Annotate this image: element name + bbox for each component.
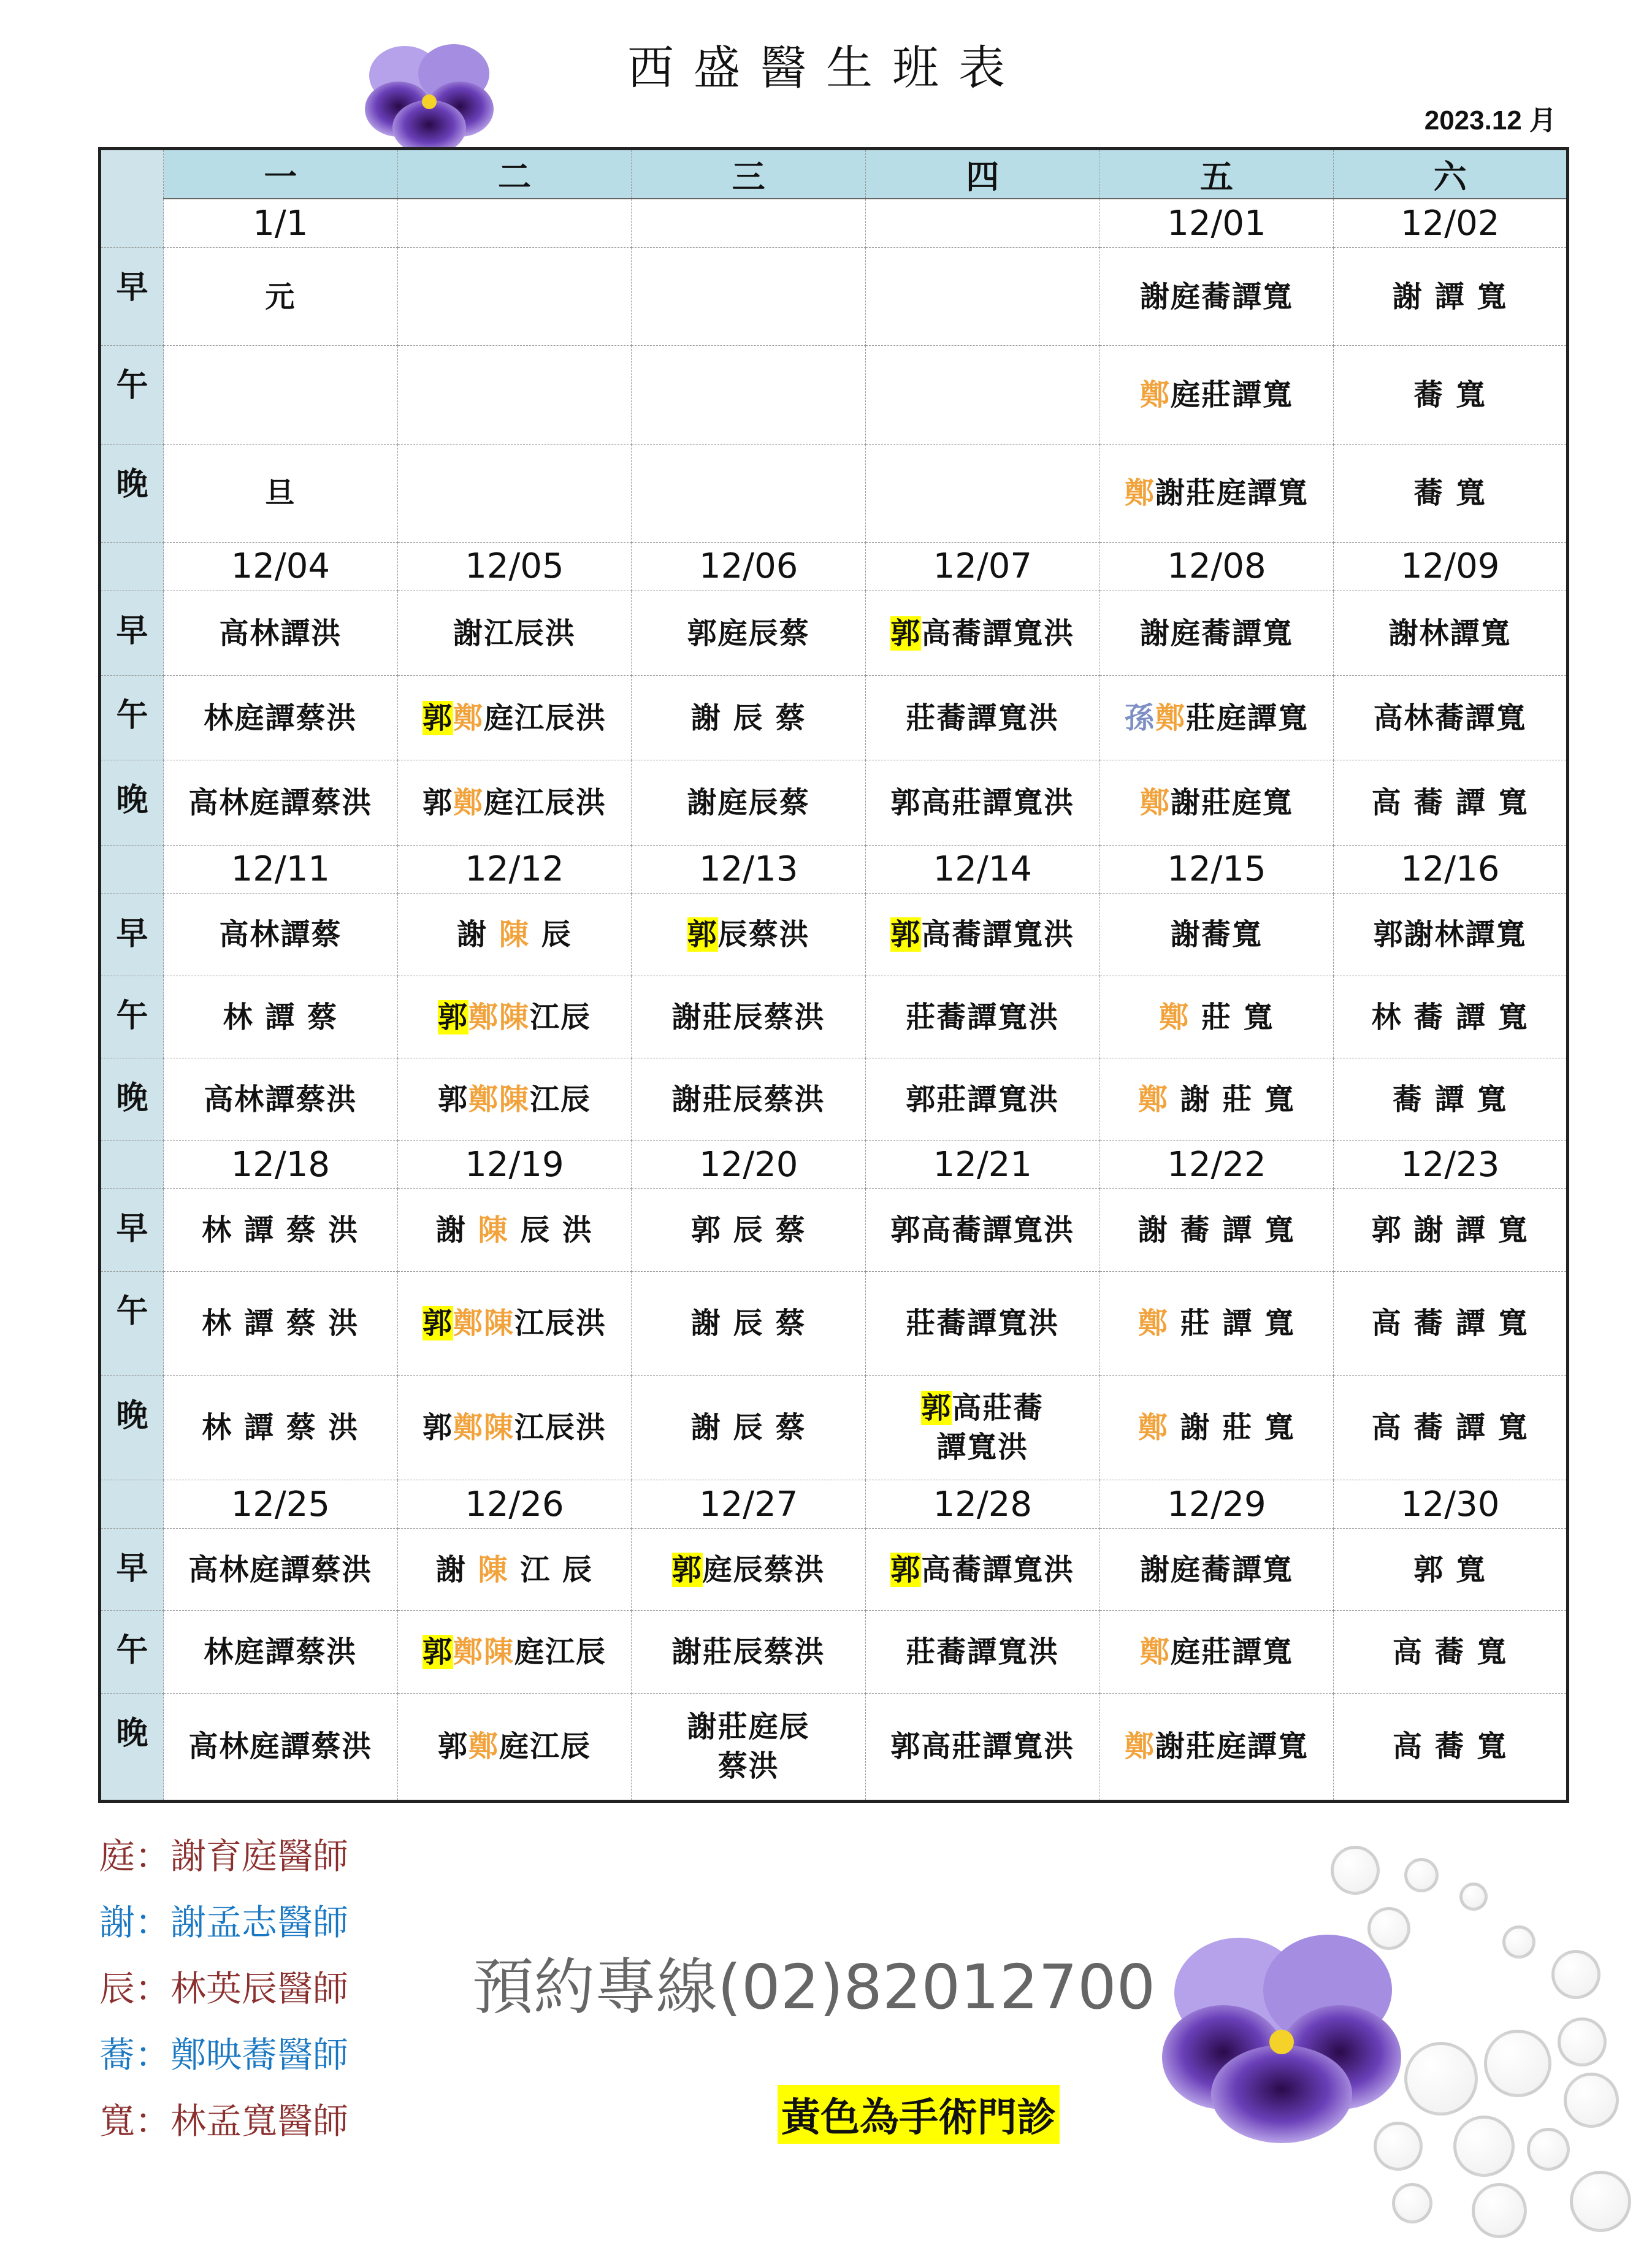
appointment-phone: 預約專線(02)82012700: [472, 1951, 1156, 2023]
doctor-code: 莊蕎譚寬洪: [906, 1306, 1060, 1341]
schedule-table: [98, 147, 1569, 1803]
legend-item: 謝：謝孟志醫師: [99, 1902, 349, 1943]
schedule-cell: [1334, 1693, 1568, 1801]
doctor-code: 郭: [437, 1000, 468, 1034]
schedule-cell: [632, 1693, 866, 1801]
doctor-code: 庭辰蔡洪: [702, 1552, 825, 1587]
date-cell: 12/05: [397, 542, 632, 591]
schedule-cell: [632, 1529, 866, 1611]
schedule-cell: [397, 893, 632, 976]
schedule-cell: [397, 1693, 632, 1801]
schedule-cell: [865, 1058, 1099, 1141]
schedule-cell: [632, 676, 866, 760]
doctor-code: 孫: [1124, 700, 1155, 735]
doctor-code: 郭高蕎譚寬洪: [890, 1213, 1075, 1248]
schedule-cell: [397, 760, 632, 845]
doctor-code: 鄭: [1138, 1410, 1169, 1445]
period-row: [100, 444, 1568, 542]
schedule-cell: [164, 444, 398, 542]
schedule-cell: [632, 760, 866, 845]
doctor-code: 謝庭蕎譚寬: [1139, 616, 1293, 651]
doctor-code: 林庭譚蔡洪: [204, 1635, 358, 1669]
doctor-code: 謝江辰洪: [453, 616, 576, 651]
doctor-code: 謝 譚 寬: [1392, 279, 1508, 314]
schedule-cell: [1099, 1189, 1334, 1271]
schedule-cell: [1334, 1529, 1568, 1611]
doctor-code: 江辰洪: [514, 1410, 606, 1445]
schedule-cell: [632, 1375, 866, 1480]
date-row: [100, 845, 1568, 893]
schedule-cell: [1334, 893, 1568, 976]
period-row: [100, 1058, 1568, 1141]
doctor-code: 旦: [265, 476, 296, 511]
doctor-code: 郭: [921, 1391, 952, 1426]
doctor-code: 郭: [890, 1552, 922, 1587]
day-header-row: [100, 149, 1568, 199]
date-cell: 12/23: [1334, 1141, 1568, 1189]
doctor-code: 譚寬洪: [936, 1430, 1029, 1465]
doctor-code: 郭庭辰蔡: [687, 616, 810, 651]
period-label: 晚: [100, 1693, 164, 1801]
period-label: 午: [100, 1271, 164, 1375]
doctor-code: 莊蕎譚寬洪: [906, 1635, 1060, 1669]
doctor-code: 高林庭譚蔡洪: [188, 1729, 373, 1764]
schedule-cell: [1334, 1271, 1568, 1375]
date-cell: 12/11: [164, 845, 398, 893]
date-cell: 12/13: [632, 845, 866, 893]
doctor-code: 鄭陳: [468, 1000, 530, 1034]
doctor-code: 鄭陳: [453, 1635, 514, 1669]
schedule-cell: [632, 346, 866, 444]
doctor-code: 辰: [529, 917, 572, 952]
doctor-code: 高林蕎譚寬: [1373, 700, 1527, 735]
doctor-code: 謝莊辰蔡洪: [671, 1082, 825, 1117]
doctor-code: 高 蕎 譚 寬: [1371, 1306, 1529, 1341]
period-row: [100, 676, 1568, 760]
doctor-code: 謝 莊 寬: [1168, 1082, 1296, 1117]
doctor-code: 謝莊辰蔡洪: [671, 1000, 825, 1034]
schedule-cell: [865, 1375, 1099, 1480]
date-cell: 12/25: [164, 1480, 398, 1529]
doctor-code: 郭: [437, 1082, 468, 1117]
period-label: 早: [100, 248, 164, 346]
period-label: 早: [100, 1529, 164, 1611]
doctor-code: 辰 洪: [508, 1213, 594, 1248]
schedule-cell: [1099, 1058, 1334, 1141]
schedule-cell: [632, 976, 866, 1058]
side-blank-cell: [100, 1141, 164, 1189]
doctor-code: 鄭: [1159, 1000, 1190, 1034]
doctor-code: 林庭譚蔡洪: [204, 700, 358, 735]
doctor-code: 林 譚 蔡 洪: [202, 1306, 359, 1341]
schedule-cell: [865, 1611, 1099, 1693]
doctor-code: 郭 謝 譚 寬: [1371, 1213, 1529, 1248]
doctor-code: 莊 寬: [1190, 1000, 1274, 1034]
schedule-cell: [1334, 248, 1568, 346]
period-row: [100, 1529, 1568, 1611]
doctor-code: 高林譚蔡洪: [204, 1082, 358, 1117]
schedule-cell: [397, 248, 632, 346]
period-row: [100, 760, 1568, 845]
side-blank-cell: [100, 1480, 164, 1529]
schedule-cell: [865, 1271, 1099, 1375]
schedule-cell: [397, 591, 632, 676]
legend-item: 蕎：鄭映蕎醫師: [99, 2034, 349, 2076]
doctor-code: 郭高莊譚寬洪: [890, 786, 1075, 820]
doctor-code: 高 蕎 譚 寬: [1371, 1410, 1529, 1445]
schedule-cell: [1099, 591, 1334, 676]
schedule-cell: [865, 591, 1099, 676]
schedule-cell: [164, 248, 398, 346]
date-row: [100, 542, 1568, 591]
doctor-code: 郭 辰 蔡: [690, 1213, 806, 1248]
schedule-cell: [397, 1529, 632, 1611]
schedule-cell: [865, 676, 1099, 760]
doctor-code: 謝莊庭譚寬: [1155, 476, 1309, 511]
period-label: 晚: [100, 1375, 164, 1480]
doctor-code: 郭: [422, 1635, 453, 1669]
legend-item: 辰：林英辰醫師: [99, 1968, 349, 2009]
side-blank-cell: [100, 542, 164, 591]
period-label: 早: [100, 591, 164, 676]
doctor-code: 鄭陳: [453, 1306, 514, 1341]
doctor-code: 陳: [478, 1552, 509, 1587]
pansy-flower-bottom-image: [1153, 1919, 1410, 2152]
date-cell: 12/01: [1099, 199, 1334, 248]
doctor-code: 庭江辰: [514, 1635, 606, 1669]
schedule-cell: [632, 248, 866, 346]
doctor-code: 郭莊譚寬洪: [906, 1082, 1060, 1117]
date-cell: 12/28: [865, 1480, 1099, 1529]
page-title: 西盛醫生班表: [627, 40, 1025, 95]
corner-cell: [100, 149, 164, 248]
doctor-code: 鄭陳: [468, 1082, 530, 1117]
schedule-cell: [397, 1271, 632, 1375]
schedule-cell: [1334, 591, 1568, 676]
doctor-code: 蕎 譚 寬: [1392, 1082, 1508, 1117]
doctor-code: 鄭: [453, 786, 484, 820]
day-header: 二: [397, 149, 632, 199]
doctor-code: 庭江辰: [499, 1729, 591, 1764]
schedule-cell: [1099, 1375, 1334, 1480]
doctor-code: 鄭: [1139, 1635, 1171, 1669]
date-cell: 12/30: [1334, 1480, 1568, 1529]
period-row: [100, 1611, 1568, 1693]
doctor-code: 林 譚 蔡 洪: [202, 1213, 359, 1248]
period-label: 晚: [100, 444, 164, 542]
doctor-code: 鄭: [1155, 700, 1186, 735]
date-cell: 12/04: [164, 542, 398, 591]
doctor-code: 莊 譚 寬: [1168, 1306, 1296, 1341]
legend-item: 寬：林孟寬醫師: [99, 2100, 349, 2142]
schedule-cell: [865, 346, 1099, 444]
schedule-cell: [865, 1693, 1099, 1801]
schedule-cell: [1099, 346, 1334, 444]
doctor-code: 郭: [422, 1410, 453, 1445]
doctor-code: 郭: [687, 917, 718, 952]
doctor-code: 謝 莊 寬: [1168, 1410, 1296, 1445]
doctor-code: 元: [265, 279, 296, 314]
schedule-cell: [397, 1189, 632, 1271]
period-row: [100, 976, 1568, 1058]
schedule-cell: [1099, 1529, 1334, 1611]
doctor-code: 鄭: [1139, 786, 1171, 820]
day-header: 三: [632, 149, 866, 199]
period-row: [100, 1271, 1568, 1375]
doctor-code: 謝: [435, 1552, 478, 1587]
schedule-cell: [164, 591, 398, 676]
date-cell: 12/08: [1099, 542, 1334, 591]
period-row: [100, 1189, 1568, 1271]
date-cell: 12/19: [397, 1141, 632, 1189]
schedule-cell: [865, 248, 1099, 346]
doctor-code: 高蕎譚寬洪: [921, 1552, 1075, 1587]
doctor-code: 高林庭譚蔡洪: [188, 1552, 373, 1587]
schedule-cell: [1099, 976, 1334, 1058]
schedule-cell: [164, 1693, 398, 1801]
doctor-code: 江辰: [529, 1000, 591, 1034]
doctor-code: 高林譚蔡: [219, 917, 342, 952]
doctor-code: 高林庭譚蔡洪: [188, 786, 373, 820]
doctor-code: 鄭: [1124, 476, 1155, 511]
period-label: 午: [100, 1611, 164, 1693]
doctor-code: 蕎 寬: [1413, 476, 1486, 511]
doctor-code: 謝 蕎 譚 寬: [1138, 1213, 1296, 1248]
doctor-code: 郭謝林譚寬: [1373, 917, 1527, 952]
date-row: [100, 1480, 1568, 1529]
schedule-cell: [1334, 1058, 1568, 1141]
doctor-code: 謝林譚寬: [1388, 616, 1512, 651]
doctor-code: 高 蕎 寬: [1392, 1729, 1508, 1764]
date-cell: 12/18: [164, 1141, 398, 1189]
period-row: [100, 591, 1568, 676]
schedule-cell: [397, 676, 632, 760]
period-label: 晚: [100, 760, 164, 845]
schedule-cell: [865, 1189, 1099, 1271]
doctor-code: 江辰: [529, 1082, 591, 1117]
doctor-code: 高林譚洪: [219, 616, 342, 651]
doctor-code: 林 蕎 譚 寬: [1371, 1000, 1529, 1034]
schedule-cell: [1099, 1611, 1334, 1693]
doctor-code: 鄭: [1124, 1729, 1155, 1764]
schedule-cell: [164, 976, 398, 1058]
schedule-cell: [632, 893, 866, 976]
period-row: [100, 1693, 1568, 1801]
period-label: 午: [100, 346, 164, 444]
schedule-cell: [865, 760, 1099, 845]
period-label: 午: [100, 676, 164, 760]
schedule-cell: [632, 1189, 866, 1271]
schedule-cell: [397, 976, 632, 1058]
schedule-cell: [1334, 976, 1568, 1058]
doctor-code: 庭莊譚寬: [1170, 1635, 1293, 1669]
schedule-cell: [632, 1271, 866, 1375]
schedule-cell: [164, 1529, 398, 1611]
doctor-code: 郭: [422, 1306, 453, 1341]
period-row: [100, 346, 1568, 444]
schedule-cell: [397, 1375, 632, 1480]
date-cell: [397, 199, 632, 248]
schedule-cell: [164, 1375, 398, 1480]
doctor-code: 蔡洪: [717, 1749, 779, 1784]
doctor-code: 鄭: [1139, 378, 1171, 413]
doctor-code: 郭: [890, 917, 922, 952]
doctor-code: 莊庭譚寬: [1185, 700, 1309, 735]
doctor-code: 高蕎譚寬洪: [921, 616, 1075, 651]
day-header: 一: [164, 149, 398, 199]
doctor-code: 林 譚 蔡 洪: [202, 1410, 359, 1445]
doctor-code: 莊蕎譚寬洪: [906, 1000, 1060, 1034]
schedule-cell: [865, 1529, 1099, 1611]
date-cell: 12/09: [1334, 542, 1568, 591]
period-row: [100, 1375, 1568, 1480]
date-cell: 12/21: [865, 1141, 1099, 1189]
doctor-code: 莊蕎譚寬洪: [906, 700, 1060, 735]
date-cell: 12/22: [1099, 1141, 1334, 1189]
date-cell: 1/1: [164, 199, 398, 248]
day-header: 五: [1099, 149, 1334, 199]
doctor-code: 謝 辰 蔡: [690, 1410, 806, 1445]
schedule-cell: [865, 976, 1099, 1058]
schedule-cell: [632, 591, 866, 676]
doctor-code: 高 蕎 寬: [1392, 1635, 1508, 1669]
schedule-cell: [164, 893, 398, 976]
date-cell: 12/07: [865, 542, 1099, 591]
date-row: [100, 1141, 1568, 1189]
doctor-code: 謝庭辰蔡: [687, 786, 810, 820]
doctor-code: 郭高莊譚寬洪: [890, 1729, 1075, 1764]
doctor-code: 蕎 寬: [1413, 378, 1486, 413]
doctor-code: 高莊蕎: [952, 1391, 1044, 1426]
date-cell: 12/20: [632, 1141, 866, 1189]
schedule-cell: [1099, 444, 1334, 542]
schedule-cell: [1334, 1611, 1568, 1693]
doctor-code: 謝 辰 蔡: [690, 700, 806, 735]
doctor-code: 鄭: [468, 1729, 499, 1764]
doctor-code: 謝莊庭譚寬: [1155, 1729, 1309, 1764]
surgery-note: 黃色為手術門診: [778, 2085, 1060, 2144]
doctor-code: 謝庭蕎譚寬: [1139, 279, 1293, 314]
doctor-code: 高蕎譚寬洪: [921, 917, 1075, 952]
doctor-code: 謝庭蕎譚寬: [1139, 1552, 1293, 1587]
schedule-cell: [397, 1058, 632, 1141]
day-header: 四: [865, 149, 1099, 199]
schedule-cell: [1334, 444, 1568, 542]
period-row: [100, 248, 1568, 346]
doctor-code: 謝莊庭寬: [1170, 786, 1293, 820]
schedule-cell: [1099, 1271, 1334, 1375]
doctor-code: 謝莊辰蔡洪: [671, 1635, 825, 1669]
doctor-code: 高 蕎 譚 寬: [1371, 786, 1529, 820]
doctor-code: 庭莊譚寬: [1170, 378, 1293, 413]
schedule-cell: [1099, 1693, 1334, 1801]
side-blank-cell: [100, 845, 164, 893]
doctor-code: 郭: [437, 1729, 468, 1764]
date-cell: 12/12: [397, 845, 632, 893]
schedule-cell: [164, 1058, 398, 1141]
doctor-code: 謝蕎寬: [1170, 917, 1263, 952]
doctor-code: 謝: [457, 917, 499, 952]
doctor-code: 鄭: [1138, 1306, 1169, 1341]
schedule-cell: [632, 1611, 866, 1693]
schedule-cell: [1334, 676, 1568, 760]
doctor-code: 郭: [422, 700, 453, 735]
legend-item: 庭：謝育庭醫師: [99, 1835, 349, 1877]
schedule-cell: [1334, 346, 1568, 444]
doctor-code: 謝莊庭辰: [687, 1710, 810, 1745]
doctor-code: 郭: [671, 1552, 703, 1587]
month-label: 2023.12 月: [1424, 105, 1556, 136]
doctor-code: 鄭: [453, 700, 484, 735]
doctor-code: 林 譚 蔡: [223, 1000, 338, 1034]
period-label: 晚: [100, 1058, 164, 1141]
schedule-cell: [865, 893, 1099, 976]
schedule-cell: [1334, 1189, 1568, 1271]
schedule-cell: [397, 1611, 632, 1693]
schedule-cell: [1099, 676, 1334, 760]
date-cell: 12/06: [632, 542, 866, 591]
date-cell: 12/26: [397, 1480, 632, 1529]
schedule-cell: [164, 1189, 398, 1271]
doctor-code: 陳: [499, 917, 530, 952]
schedule-cell: [164, 1271, 398, 1375]
date-cell: [865, 199, 1099, 248]
period-label: 午: [100, 976, 164, 1058]
doctor-code: 江辰洪: [514, 1306, 606, 1341]
schedule-cell: [632, 1058, 866, 1141]
doctor-code: 庭江辰洪: [483, 786, 606, 820]
schedule-cell: [164, 676, 398, 760]
schedule-cell: [164, 760, 398, 845]
date-cell: 12/16: [1334, 845, 1568, 893]
period-row: [100, 893, 1568, 976]
period-label: 早: [100, 1189, 164, 1271]
schedule-cell: [397, 444, 632, 542]
date-cell: 12/29: [1099, 1480, 1334, 1529]
schedule-cell: [1334, 760, 1568, 845]
doctor-code: 鄭陳: [453, 1410, 514, 1445]
schedule-cell: [164, 346, 398, 444]
doctor-code: 辰蔡洪: [717, 917, 810, 952]
doctor-code: 陳: [478, 1213, 509, 1248]
date-cell: 12/02: [1334, 199, 1568, 248]
doctor-code: 謝 辰 蔡: [690, 1306, 806, 1341]
schedule-cell: [397, 346, 632, 444]
period-label: 早: [100, 893, 164, 976]
schedule-cell: [632, 444, 866, 542]
schedule-cell: [164, 1611, 398, 1693]
doctor-code: 郭: [890, 616, 922, 651]
schedule-cell: [1099, 248, 1334, 346]
doctor-code: 庭江辰洪: [483, 700, 606, 735]
date-cell: 12/14: [865, 845, 1099, 893]
doctor-code: 謝: [435, 1213, 478, 1248]
date-cell: 12/27: [632, 1480, 866, 1529]
doctor-code: 郭: [422, 786, 453, 820]
date-cell: [632, 199, 866, 248]
date-cell: 12/15: [1099, 845, 1334, 893]
schedule-cell: [1099, 893, 1334, 976]
schedule-cell: [1099, 760, 1334, 845]
doctor-code: 郭 寬: [1413, 1552, 1486, 1587]
date-row: [100, 199, 1568, 248]
schedule-cell: [865, 444, 1099, 542]
doctor-code: 江 辰: [508, 1552, 594, 1587]
schedule-cell: [1334, 1375, 1568, 1480]
doctor-code: 鄭: [1138, 1082, 1169, 1117]
day-header: 六: [1334, 149, 1568, 199]
